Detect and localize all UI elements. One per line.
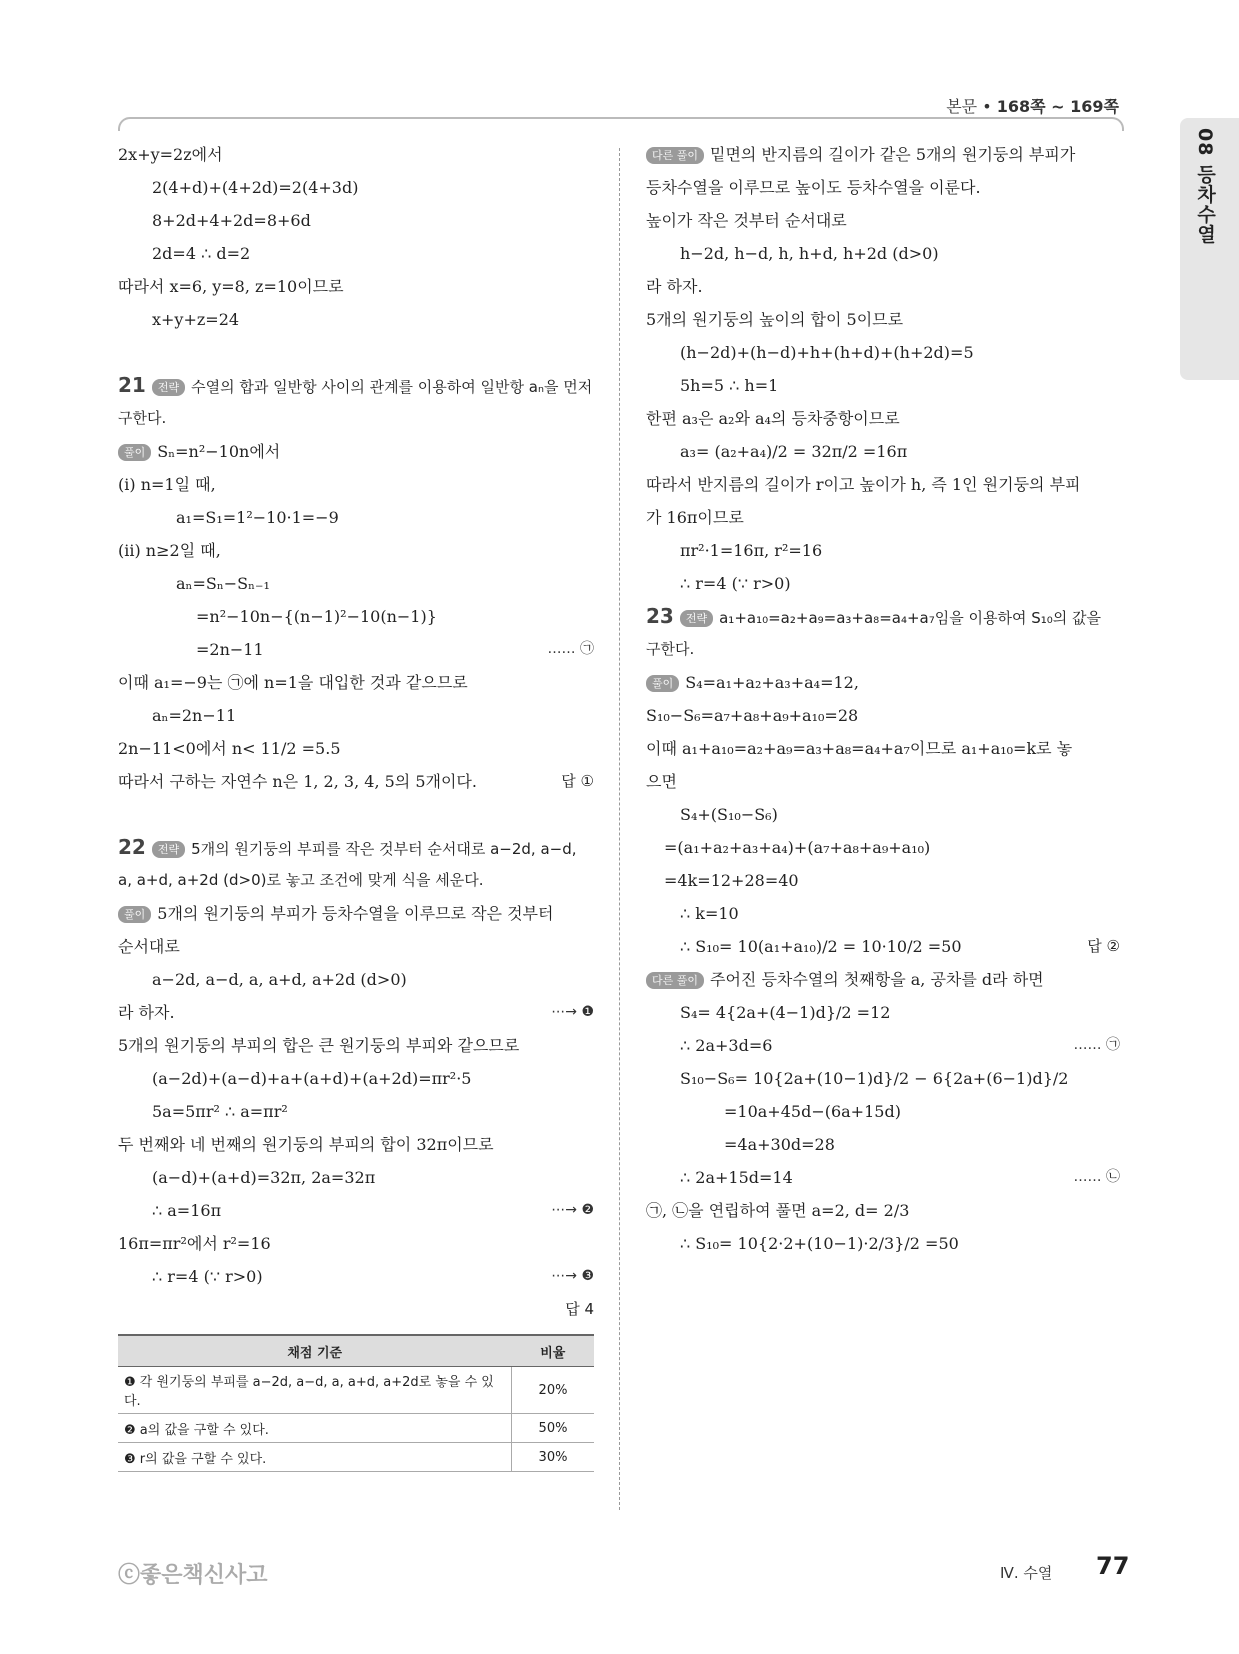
chapter-tab-label: 08 등차수열: [1194, 128, 1216, 245]
strategy-tag: 전략: [680, 610, 713, 627]
alt-solution-line: [646, 138, 1120, 171]
math-line: a−2d, a−d, a, a+d, a+2d (d>0): [152, 970, 407, 989]
math-line: 순서대로: [118, 937, 180, 956]
alt-solution-tag: 다른 풀이: [646, 972, 704, 989]
left-column: [118, 138, 594, 1472]
math-line: 한편 a₃은 a₂와 a₄의 등차중항이므로: [646, 409, 900, 428]
strategy-text: 구한다.: [646, 640, 695, 658]
math-line: S₁₀−S₆= 10{2a+(10−1)d}/2 − 6{2a+(6−1)d}/2: [680, 1069, 1069, 1088]
table-cell: ❶ 각 원기둥의 부피를 a−2d, a−d, a, a+d, a+2d로 놓을 수 있다.: [118, 1367, 512, 1414]
math-line: 16π=πr²에서 r²=16: [118, 1234, 271, 1253]
solution-line: [646, 666, 1120, 699]
math-line: [646, 930, 1120, 963]
equation-mark: …… ㉡: [1073, 1169, 1120, 1185]
math-line: 이때 a₁=−9는 ㉠에 n=1을 대입한 것과 같으므로: [118, 673, 468, 692]
math-line: 2x+y=2z에서: [118, 145, 223, 164]
math-text: S₄=a₁+a₂+a₃+a₄=12,: [685, 673, 859, 692]
math-line: 2(4+d)+(4+2d)=2(4+3d): [152, 178, 359, 197]
math-text: 5개의 원기둥의 부피가 등차수열을 이루므로 작은 것부터: [157, 904, 554, 923]
header-pages: 168쪽 ~ 169쪽: [996, 97, 1119, 116]
math-line: πr²·1=16π, r²=16: [680, 541, 823, 560]
equation-mark: …… ㉠: [1073, 1037, 1120, 1053]
table-cell: 50%: [512, 1414, 595, 1443]
math-line: =4k=12+28=40: [664, 871, 799, 890]
math-line: ㉠, ㉡을 연립하여 풀면 a=2, d= 2/3: [646, 1201, 910, 1220]
math-text: ∴ 2a+15d=14: [680, 1168, 793, 1187]
step-mark: ⋯→ ❸: [551, 1268, 594, 1284]
page-header: [946, 94, 1119, 117]
math-text: ∴ 2a+3d=6: [680, 1036, 773, 1055]
math-line: 2n−11<0에서 n< 11/2 =5.5: [118, 739, 341, 758]
math-line: [118, 1260, 594, 1293]
math-line: [118, 996, 594, 1029]
math-line: 따라서 반지름의 길이가 r이고 높이가 h, 즉 1인 원기둥의 부피: [646, 475, 1081, 494]
math-line: =n²−10n−{(n−1)²−10(n−1)}: [196, 607, 437, 626]
table-row: [118, 1414, 594, 1443]
math-text: 따라서 구하는 자연수 n은 1, 2, 3, 4, 5의 5개이다.: [118, 772, 477, 791]
math-line: =(a₁+a₂+a₃+a₄)+(a₇+a₈+a₉+a₁₀): [664, 838, 931, 857]
math-line: 가 16π이므로: [646, 508, 744, 527]
math-line: 8+2d+4+2d=8+6d: [152, 211, 311, 230]
math-line: x+y+z=24: [152, 310, 240, 329]
strategy-tag: 전략: [152, 841, 185, 858]
page-number: 77: [1096, 1552, 1130, 1580]
math-text: 밑면의 반지름의 길이가 같은 5개의 원기둥의 부피가: [710, 145, 1076, 164]
solution-tag: 풀이: [118, 906, 151, 923]
math-line: =4a+30d=28: [724, 1135, 835, 1154]
math-line: 이때 a₁+a₁₀=a₂+a₉=a₃+a₈=a₄+a₇이므로 a₁+a₁₀=k로 놓: [646, 739, 1073, 758]
table-header: 비율: [512, 1335, 595, 1367]
math-line: h−2d, h−d, h, h+d, h+2d (d>0): [680, 244, 939, 263]
math-line: 5개의 원기둥의 높이의 합이 5이므로: [646, 310, 904, 329]
problem-23-strategy: [646, 600, 1120, 633]
header-label: 본문 •: [946, 97, 997, 116]
math-line: (a−d)+(a+d)=32π, 2a=32π: [152, 1168, 376, 1187]
math-line: [646, 1029, 1120, 1062]
math-line: (ⅱ) n≥2일 때,: [118, 541, 221, 560]
alt-solution-tag: 다른 풀이: [646, 147, 704, 164]
table-cell: ❸ r의 값을 구할 수 있다.: [118, 1443, 512, 1472]
answer: 답 ①: [561, 772, 594, 790]
math-line: S₄+(S₁₀−S₆): [680, 805, 778, 824]
problem-number: 23: [646, 604, 674, 628]
math-line: [646, 1161, 1120, 1194]
solution-tag: 풀이: [118, 444, 151, 461]
problem-22-strategy: [118, 831, 594, 864]
problem-21-strategy: [118, 369, 594, 402]
table-cell: 20%: [512, 1367, 595, 1414]
step-mark: ⋯→ ❷: [551, 1202, 594, 1218]
table-row: [118, 1443, 594, 1472]
chapter-tab: [1180, 118, 1239, 380]
table-cell: 30%: [512, 1443, 595, 1472]
table-header: 채점 기준: [118, 1335, 512, 1367]
math-line: 5h=5 ∴ h=1: [680, 376, 779, 395]
right-column: [646, 138, 1120, 1260]
math-line: S₁₀−S₆=a₇+a₈+a₉+a₁₀=28: [646, 706, 859, 725]
solution-line: [118, 897, 594, 930]
solution-tag: 풀이: [646, 675, 679, 692]
math-line: 라 하자.: [646, 277, 703, 296]
problem-number: 21: [118, 373, 146, 397]
math-line: ∴ k=10: [680, 904, 739, 923]
strategy-text: 5개의 원기둥의 부피를 작은 것부터 순서대로 a−2d, a−d,: [191, 840, 577, 858]
strategy-tag: 전략: [152, 379, 185, 396]
math-line: a₁=S₁=1²−10·1=−9: [176, 508, 339, 527]
math-text: 라 하자.: [118, 1003, 175, 1022]
answer: 답 ②: [1087, 937, 1120, 955]
table-cell: ❷ a의 값을 구할 수 있다.: [118, 1414, 512, 1443]
answer: 답 4: [565, 1300, 594, 1318]
equation-mark: …… ㉠: [547, 641, 594, 657]
math-line: [118, 633, 594, 666]
answer-line: [118, 1293, 594, 1326]
math-line: 따라서 x=6, y=8, z=10이므로: [118, 277, 344, 296]
step-mark: ⋯→ ❶: [551, 1004, 594, 1020]
math-line: 5개의 원기둥의 부피의 합은 큰 원기둥의 부피와 같으므로: [118, 1036, 520, 1055]
math-line: S₄= 4{2a+(4−1)d}/2 =12: [680, 1003, 891, 1022]
math-line: [118, 1194, 594, 1227]
publisher-logo: ⓒ좋은책신사고: [118, 1563, 268, 1588]
math-line: (a−2d)+(a−d)+a+(a+d)+(a+2d)=πr²·5: [152, 1069, 472, 1088]
strategy-text: 수열의 합과 일반항 사이의 관계를 이용하여 일반항 aₙ을 먼저: [191, 378, 593, 396]
math-line: 5a=5πr² ∴ a=πr²: [152, 1102, 288, 1121]
strategy-text: a₁+a₁₀=a₂+a₉=a₃+a₈=a₄+a₇임을 이용하여 S₁₀의 값을: [719, 609, 1102, 627]
column-divider: [619, 148, 620, 1510]
math-line: (ⅰ) n=1일 때,: [118, 475, 216, 494]
math-line: [118, 765, 594, 798]
solution-line: [118, 435, 594, 468]
alt-solution-line: [646, 963, 1120, 996]
top-rule: [118, 117, 1124, 131]
math-text: 주어진 등차수열의 첫째항을 a, 공차를 d라 하면: [710, 970, 1044, 989]
math-line: 두 번째와 네 번째의 원기둥의 부피의 합이 32π이므로: [118, 1135, 494, 1154]
math-text: ∴ S₁₀= 10(a₁+a₁₀)/2 = 10·10/2 =50: [680, 937, 962, 956]
math-text: =2n−11: [196, 640, 264, 659]
math-line: =10a+45d−(6a+15d): [724, 1102, 901, 1121]
math-text: ∴ r=4 (∵ r>0): [152, 1267, 263, 1286]
math-line: 높이가 작은 것부터 순서대로: [646, 211, 847, 230]
math-line: aₙ=Sₙ−Sₙ₋₁: [176, 574, 270, 593]
strategy-text: a, a+d, a+2d (d>0)로 놓고 조건에 맞게 식을 세운다.: [118, 871, 484, 889]
scoring-table: [118, 1334, 594, 1472]
table-row: [118, 1367, 594, 1414]
strategy-text: 구한다.: [118, 409, 167, 427]
math-line: 등차수열을 이루므로 높이도 등차수열을 이룬다.: [646, 178, 981, 197]
math-line: 2d=4 ∴ d=2: [152, 244, 251, 263]
math-line: 으면: [646, 772, 677, 791]
math-line: aₙ=2n−11: [152, 706, 237, 725]
math-text: Sₙ=n²−10n에서: [157, 442, 281, 461]
problem-number: 22: [118, 835, 146, 859]
math-line: ∴ S₁₀= 10{2·2+(10−1)·2/3}/2 =50: [680, 1234, 959, 1253]
math-line: (h−2d)+(h−d)+h+(h+d)+(h+2d)=5: [680, 343, 974, 362]
footer-section: Ⅳ. 수열: [1000, 1564, 1053, 1582]
math-line: a₃= (a₂+a₄)/2 = 32π/2 =16π: [680, 442, 908, 461]
math-line: ∴ r=4 (∵ r>0): [680, 574, 791, 593]
math-text: ∴ a=16π: [152, 1201, 222, 1220]
